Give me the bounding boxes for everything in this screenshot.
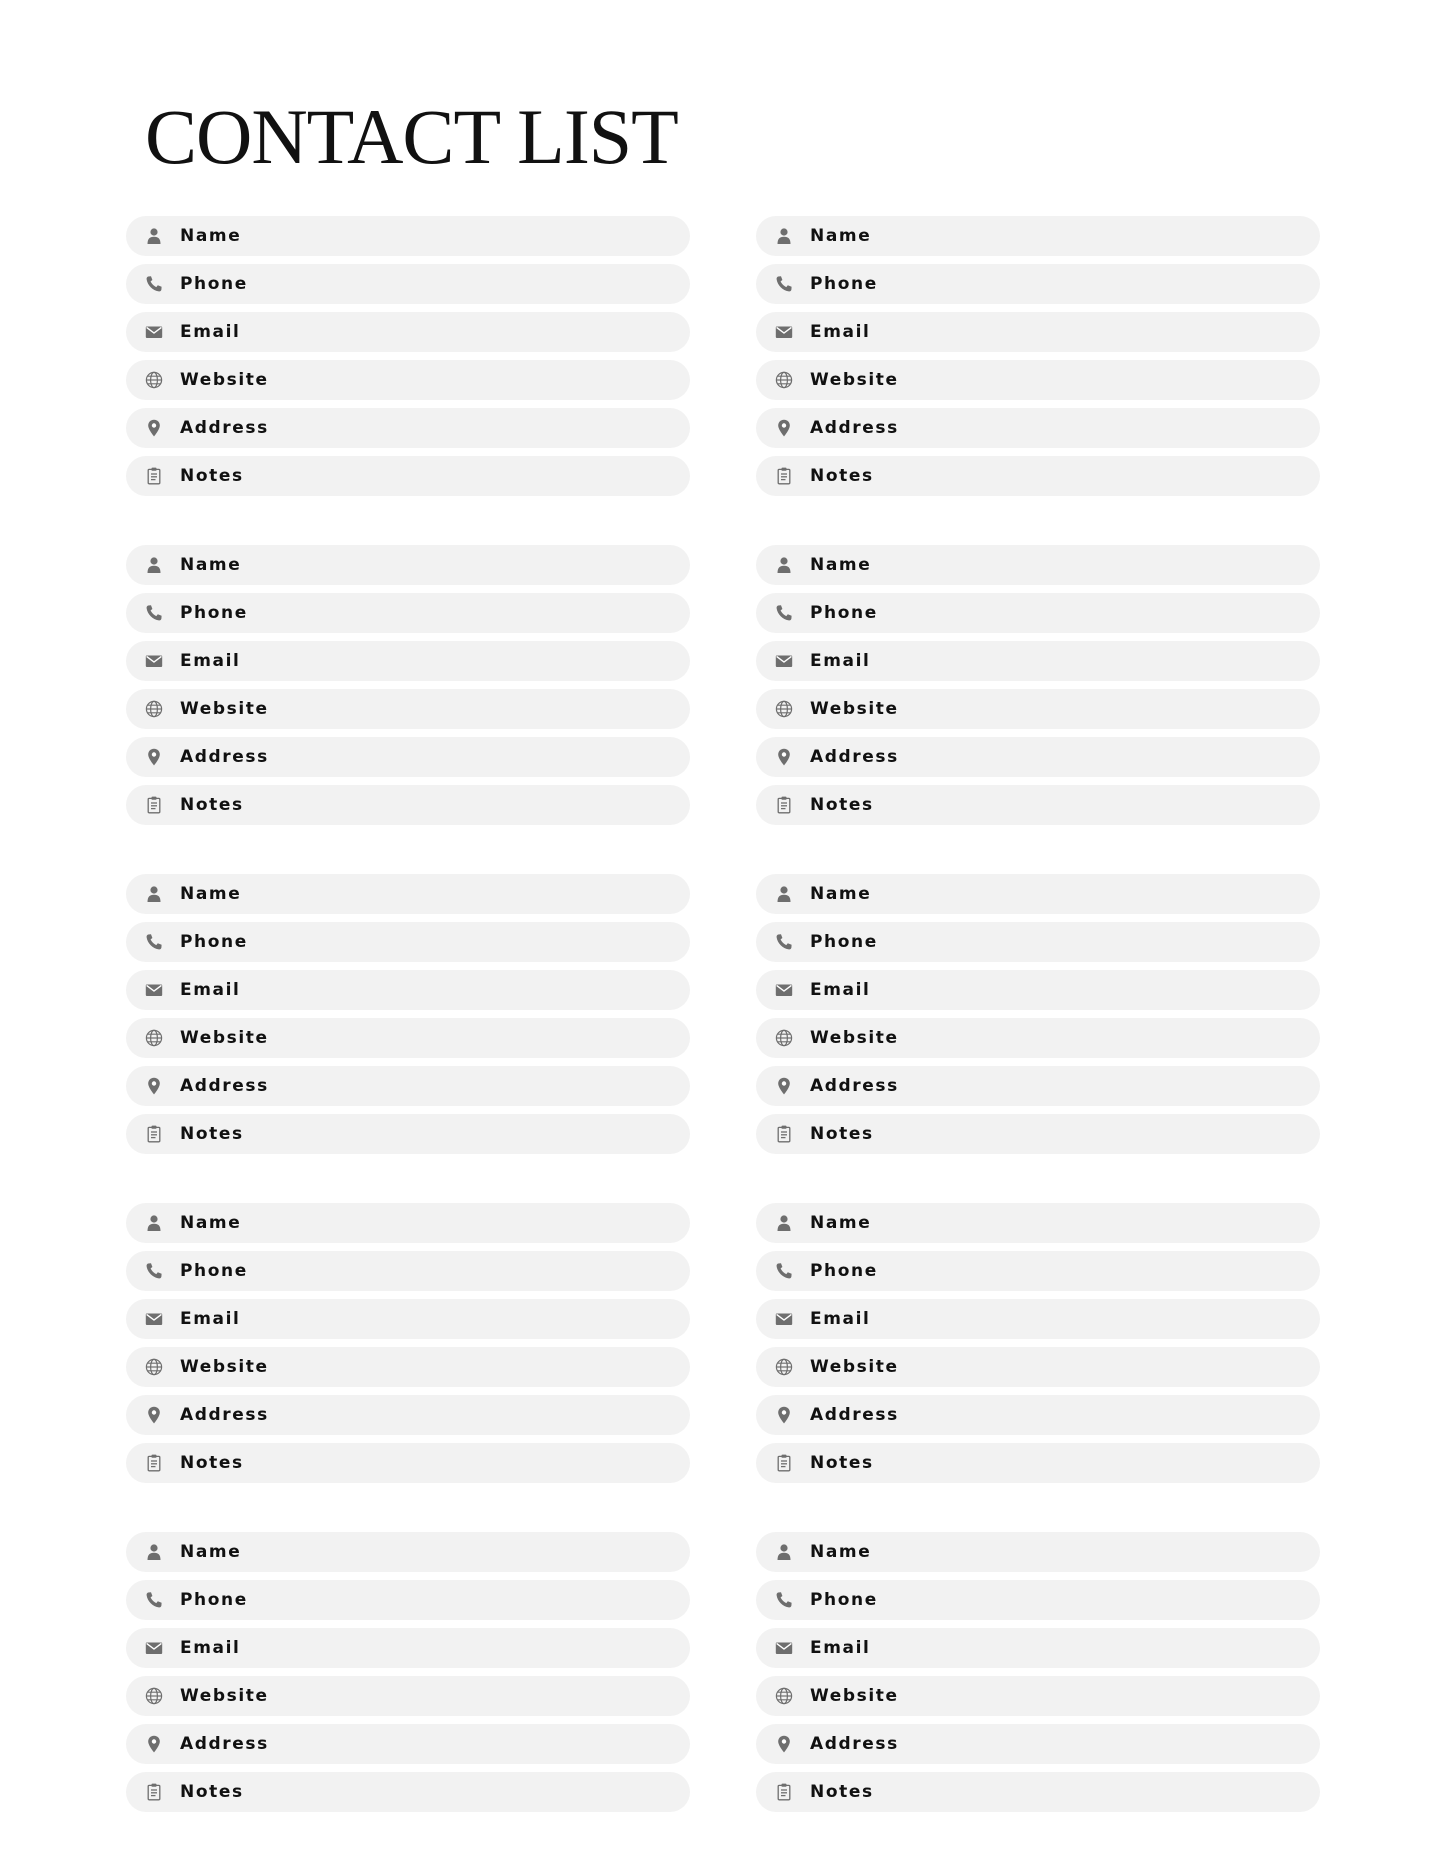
notes-label: Notes: [810, 1453, 874, 1473]
address-field[interactable]: [756, 737, 1320, 777]
name-label: Name: [810, 226, 872, 246]
name-field[interactable]: [756, 1532, 1320, 1572]
envelope-icon: [144, 322, 164, 342]
notes-label: Notes: [180, 795, 244, 815]
website-field[interactable]: [126, 360, 690, 400]
phone-field[interactable]: [756, 1580, 1320, 1620]
address-field[interactable]: [756, 1066, 1320, 1106]
name-label: Name: [810, 555, 872, 575]
website-label: Website: [810, 699, 899, 719]
person-icon: [144, 1213, 164, 1233]
website-field[interactable]: [126, 1018, 690, 1058]
address-label: Address: [810, 418, 899, 438]
globe-icon: [144, 1357, 164, 1377]
email-field[interactable]: [126, 1299, 690, 1339]
notes-label: Notes: [810, 1124, 874, 1144]
person-icon: [774, 226, 794, 246]
email-label: Email: [180, 1638, 241, 1658]
name-label: Name: [180, 1542, 242, 1562]
address-label: Address: [180, 1076, 269, 1096]
website-field[interactable]: [756, 360, 1320, 400]
name-label: Name: [180, 555, 242, 575]
notepad-icon: [774, 466, 794, 486]
person-icon: [774, 555, 794, 575]
person-icon: [774, 884, 794, 904]
website-label: Website: [180, 370, 269, 390]
email-label: Email: [810, 1309, 871, 1329]
name-label: Name: [810, 884, 872, 904]
phone-label: Phone: [180, 1590, 248, 1610]
address-field[interactable]: [756, 408, 1320, 448]
name-field[interactable]: [126, 545, 690, 585]
email-field[interactable]: [756, 312, 1320, 352]
phone-field[interactable]: [756, 922, 1320, 962]
globe-icon: [774, 1357, 794, 1377]
notes-label: Notes: [180, 1782, 244, 1802]
contact-card: [126, 216, 690, 496]
map-pin-icon: [774, 1734, 794, 1754]
globe-icon: [144, 699, 164, 719]
notepad-icon: [144, 1782, 164, 1802]
website-label: Website: [810, 1357, 899, 1377]
phone-field[interactable]: [756, 264, 1320, 304]
phone-label: Phone: [180, 603, 248, 623]
name-field[interactable]: [756, 1203, 1320, 1243]
name-field[interactable]: [126, 1203, 690, 1243]
website-label: Website: [810, 1028, 899, 1048]
address-label: Address: [810, 1076, 899, 1096]
person-icon: [144, 884, 164, 904]
map-pin-icon: [144, 1405, 164, 1425]
notes-label: Notes: [180, 1124, 244, 1144]
envelope-icon: [144, 1638, 164, 1658]
notepad-icon: [774, 795, 794, 815]
name-label: Name: [810, 1542, 872, 1562]
email-field[interactable]: [126, 1628, 690, 1668]
contact-grid: [126, 216, 1320, 1812]
globe-icon: [144, 1686, 164, 1706]
website-field[interactable]: [756, 1676, 1320, 1716]
envelope-icon: [774, 980, 794, 1000]
name-field[interactable]: [756, 545, 1320, 585]
phone-label: Phone: [810, 603, 878, 623]
phone-field[interactable]: [126, 1251, 690, 1291]
website-field[interactable]: [126, 1347, 690, 1387]
person-icon: [774, 1542, 794, 1562]
contact-card: [756, 1203, 1320, 1483]
name-field[interactable]: [126, 216, 690, 256]
phone-field[interactable]: [126, 593, 690, 633]
contact-card: [126, 1532, 690, 1812]
map-pin-icon: [144, 418, 164, 438]
phone-icon: [774, 603, 794, 623]
phone-label: Phone: [180, 274, 248, 294]
address-label: Address: [810, 1734, 899, 1754]
website-label: Website: [180, 1357, 269, 1377]
envelope-icon: [144, 651, 164, 671]
notepad-icon: [774, 1453, 794, 1473]
phone-field[interactable]: [126, 922, 690, 962]
notes-label: Notes: [810, 795, 874, 815]
envelope-icon: [774, 322, 794, 342]
name-field[interactable]: [756, 216, 1320, 256]
address-field[interactable]: [126, 1724, 690, 1764]
phone-label: Phone: [810, 1590, 878, 1610]
map-pin-icon: [144, 1076, 164, 1096]
notes-field[interactable]: [126, 456, 690, 496]
envelope-icon: [774, 651, 794, 671]
email-field[interactable]: [126, 312, 690, 352]
email-label: Email: [180, 322, 241, 342]
address-field[interactable]: [126, 1395, 690, 1435]
website-label: Website: [180, 699, 269, 719]
phone-field[interactable]: [756, 593, 1320, 633]
email-label: Email: [810, 1638, 871, 1658]
name-label: Name: [180, 1213, 242, 1233]
notes-label: Notes: [180, 466, 244, 486]
phone-icon: [144, 274, 164, 294]
address-field[interactable]: [126, 1066, 690, 1106]
email-label: Email: [810, 322, 871, 342]
map-pin-icon: [774, 418, 794, 438]
phone-icon: [144, 932, 164, 952]
person-icon: [144, 555, 164, 575]
page-title: CONTACT LIST: [145, 93, 678, 180]
notes-label: Notes: [180, 1453, 244, 1473]
name-label: Name: [810, 1213, 872, 1233]
notes-field[interactable]: [126, 1114, 690, 1154]
website-label: Website: [180, 1686, 269, 1706]
email-field[interactable]: [756, 1299, 1320, 1339]
phone-icon: [144, 1261, 164, 1281]
notes-label: Notes: [810, 1782, 874, 1802]
envelope-icon: [144, 980, 164, 1000]
address-label: Address: [180, 747, 269, 767]
phone-label: Phone: [810, 932, 878, 952]
email-label: Email: [180, 1309, 241, 1329]
notes-field[interactable]: [756, 1772, 1320, 1812]
envelope-icon: [774, 1638, 794, 1658]
address-label: Address: [180, 418, 269, 438]
address-label: Address: [810, 1405, 899, 1425]
name-label: Name: [180, 226, 242, 246]
notes-field[interactable]: [756, 1443, 1320, 1483]
phone-label: Phone: [180, 1261, 248, 1281]
notes-field[interactable]: [756, 1114, 1320, 1154]
globe-icon: [774, 699, 794, 719]
name-field[interactable]: [126, 1532, 690, 1572]
notes-label: Notes: [810, 466, 874, 486]
contact-card: [756, 874, 1320, 1154]
envelope-icon: [774, 1309, 794, 1329]
address-label: Address: [180, 1405, 269, 1425]
map-pin-icon: [774, 1405, 794, 1425]
website-field[interactable]: [756, 689, 1320, 729]
phone-icon: [144, 603, 164, 623]
phone-icon: [774, 932, 794, 952]
phone-label: Phone: [180, 932, 248, 952]
globe-icon: [774, 1028, 794, 1048]
website-label: Website: [180, 1028, 269, 1048]
globe-icon: [144, 370, 164, 390]
contact-card: [126, 545, 690, 825]
notepad-icon: [144, 1124, 164, 1144]
phone-field[interactable]: [756, 1251, 1320, 1291]
notepad-icon: [774, 1782, 794, 1802]
contact-card: [756, 1532, 1320, 1812]
email-field[interactable]: [126, 970, 690, 1010]
address-label: Address: [180, 1734, 269, 1754]
map-pin-icon: [144, 747, 164, 767]
notepad-icon: [144, 1453, 164, 1473]
contact-card: [756, 216, 1320, 496]
email-label: Email: [180, 651, 241, 671]
phone-icon: [144, 1590, 164, 1610]
phone-field[interactable]: [126, 264, 690, 304]
address-field[interactable]: [126, 737, 690, 777]
email-field[interactable]: [756, 1628, 1320, 1668]
website-field[interactable]: [126, 1676, 690, 1716]
notepad-icon: [774, 1124, 794, 1144]
phone-icon: [774, 274, 794, 294]
globe-icon: [774, 1686, 794, 1706]
phone-label: Phone: [810, 274, 878, 294]
address-field[interactable]: [126, 408, 690, 448]
phone-icon: [774, 1590, 794, 1610]
email-field[interactable]: [756, 641, 1320, 681]
globe-icon: [774, 370, 794, 390]
website-label: Website: [810, 370, 899, 390]
contact-card: [756, 545, 1320, 825]
contact-card: [126, 1203, 690, 1483]
notes-field[interactable]: [126, 1443, 690, 1483]
notes-field[interactable]: [756, 456, 1320, 496]
phone-field[interactable]: [126, 1580, 690, 1620]
address-field[interactable]: [756, 1724, 1320, 1764]
name-field[interactable]: [756, 874, 1320, 914]
person-icon: [144, 226, 164, 246]
website-field[interactable]: [756, 1347, 1320, 1387]
phone-label: Phone: [810, 1261, 878, 1281]
website-label: Website: [810, 1686, 899, 1706]
person-icon: [144, 1542, 164, 1562]
email-label: Email: [810, 651, 871, 671]
address-label: Address: [810, 747, 899, 767]
email-field[interactable]: [756, 970, 1320, 1010]
person-icon: [774, 1213, 794, 1233]
notes-field[interactable]: [126, 785, 690, 825]
map-pin-icon: [144, 1734, 164, 1754]
envelope-icon: [144, 1309, 164, 1329]
address-field[interactable]: [756, 1395, 1320, 1435]
website-field[interactable]: [756, 1018, 1320, 1058]
map-pin-icon: [774, 747, 794, 767]
globe-icon: [144, 1028, 164, 1048]
email-label: Email: [810, 980, 871, 1000]
notes-field[interactable]: [126, 1772, 690, 1812]
notepad-icon: [144, 795, 164, 815]
phone-icon: [774, 1261, 794, 1281]
email-label: Email: [180, 980, 241, 1000]
name-field[interactable]: [126, 874, 690, 914]
notepad-icon: [144, 466, 164, 486]
name-label: Name: [180, 884, 242, 904]
website-field[interactable]: [126, 689, 690, 729]
notes-field[interactable]: [756, 785, 1320, 825]
contact-card: [126, 874, 690, 1154]
email-field[interactable]: [126, 641, 690, 681]
map-pin-icon: [774, 1076, 794, 1096]
